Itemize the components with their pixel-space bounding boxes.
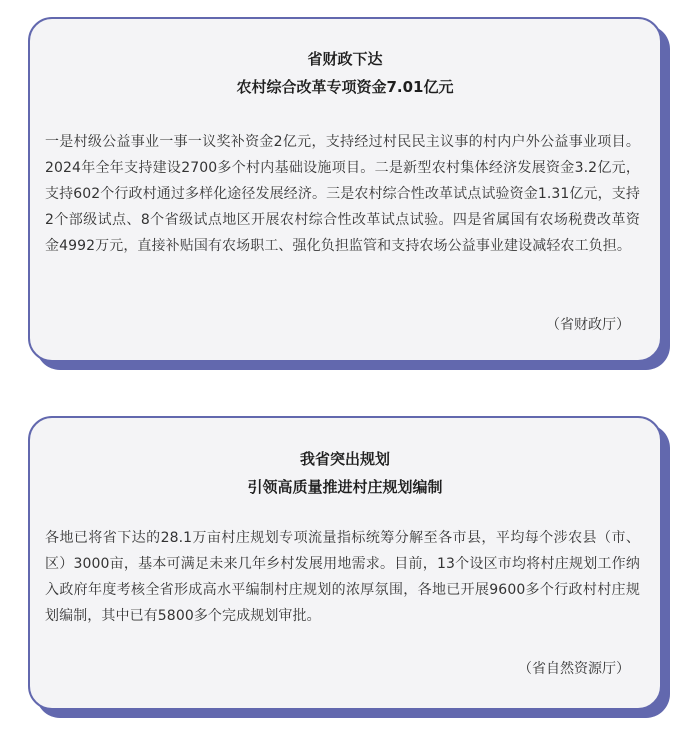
card-body-text: 各地已将省下达的28.1万亩村庄规划专项流量指标统筹分解至各市县，平均每个涉农县（市、区）3000亩，基本可满足未来几年乡村发展用地需求。目前，13个设区市均将村庄规划工作纳入政府年度考核全省形成高水平编制村庄规划的浓厚氛围，各地已开展9600多个行政村村庄规划编制，其中已有5800多个完成规划审批。 bbox=[45, 530, 640, 624]
card-title-line2: 引领高质量推进村庄规划编制 bbox=[247, 478, 443, 496]
news-card-finance bbox=[28, 17, 662, 362]
card-title-line2: 农村综合改革专项资金7.01亿元 bbox=[236, 78, 454, 96]
card-panel bbox=[28, 17, 662, 362]
card-title bbox=[30, 445, 660, 501]
card-body-text: 一是村级公益事业一事一议奖补资金2亿元，支持经过村民民主议事的村内户外公益事业项目。2024年全年支持建设2700多个村内基础设施项目。二是新型农村集体经济发展资金3.2亿元，支持602个行政村通过多样化途径发展经济。三是农村综合性改革试点试验资金1.31亿元，支持2个部级试点、8个省级试点地区开展农村综合性改革试点试验。四是省属国有农场税费改革资金4992万元，直接补贴国有农场职工、强化负担监管和支持农场公益事业建设减轻农工负担。 bbox=[45, 134, 640, 254]
card-source: （省自然资源厅） bbox=[518, 661, 630, 677]
news-card-planning bbox=[28, 416, 662, 710]
card-title-line1: 省财政下达 bbox=[307, 50, 383, 68]
card-source: （省财政厅） bbox=[546, 317, 630, 333]
card-panel bbox=[28, 416, 662, 710]
card-title bbox=[30, 45, 660, 101]
card-title-line1: 我省突出规划 bbox=[299, 450, 390, 468]
